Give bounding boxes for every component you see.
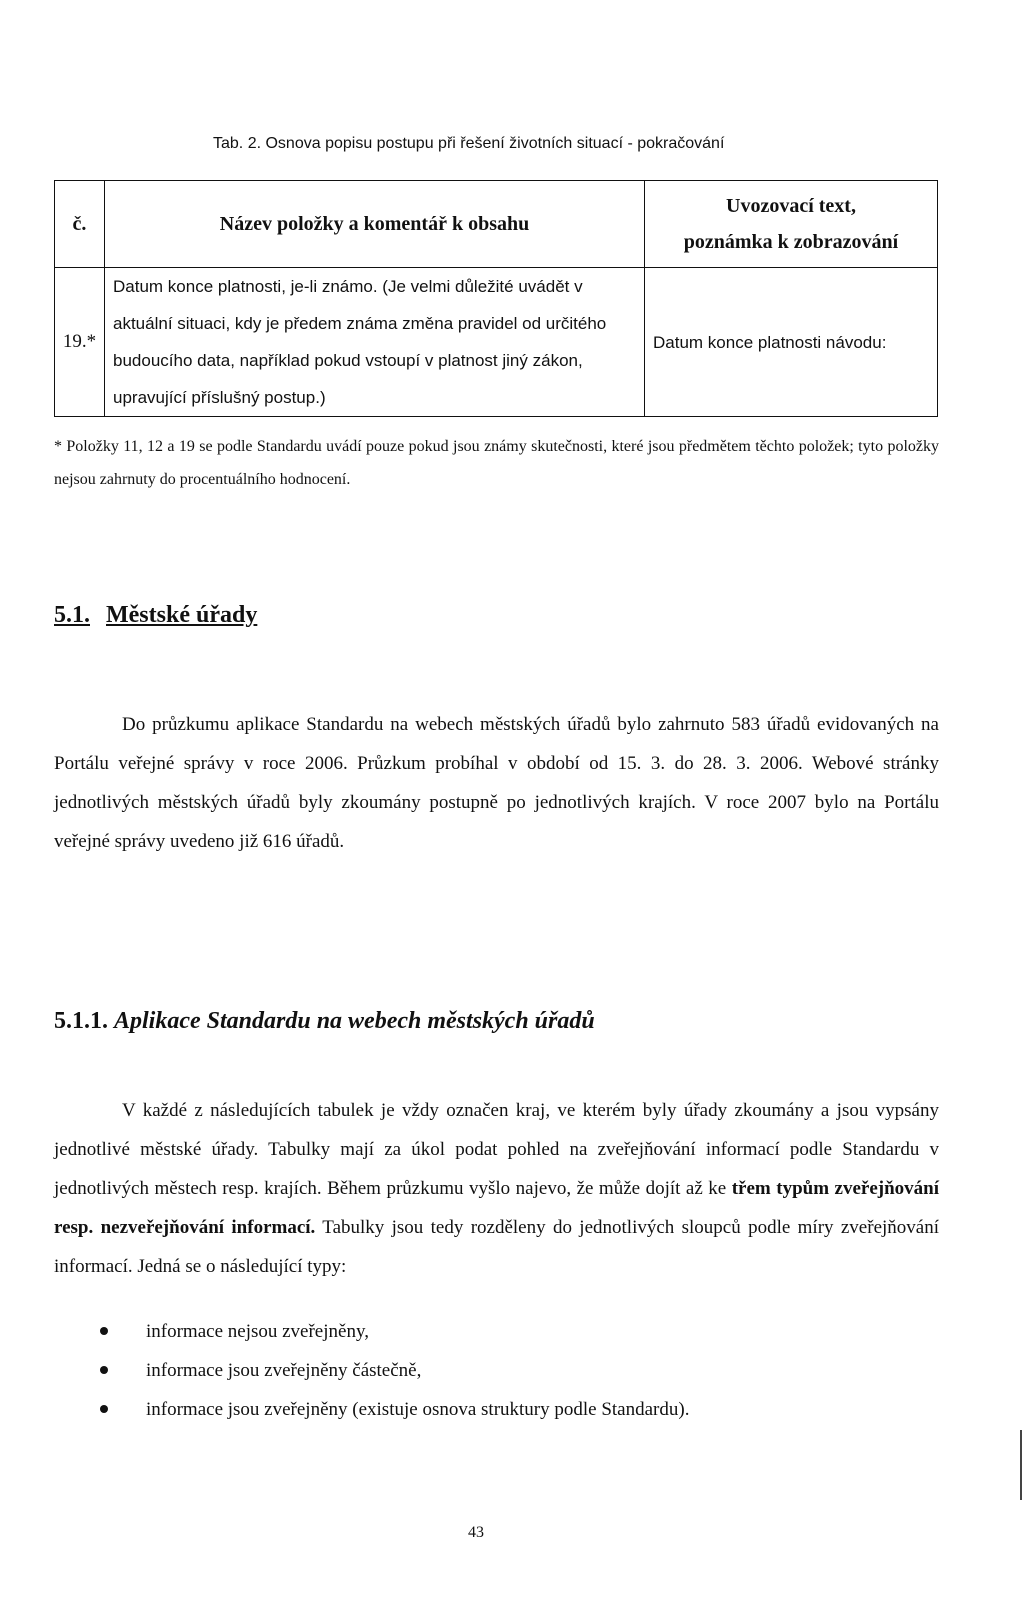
subsection-heading [54, 1008, 595, 1035]
subsection-paragraph-part2: Tabulky jsou tedy rozděleny do jednotlivých sloupců podle míry zveřejňování informací. Jedná se o následující typy: [54, 1217, 939, 1277]
subsection-paragraph-part1: V každé z následujících tabulek je vždy označen kraj, ve kterém byly úřady zkoumány a jsou vypsány jednotlivé městské úřady. Tabulky mají za úkol podat pohled na zveřejňování informací podle Standardu v jednotlivých městech resp. krajích. Během průzkumu vyšlo najevo, že může dojít až ke [54, 1100, 939, 1199]
row-intro: Datum konce platnosti návodu: [645, 268, 938, 417]
table-caption: Tab. 2. Osnova popisu postupu při řešení životních situací - pokračování [213, 135, 725, 152]
list-item [100, 1390, 940, 1429]
header-intro-line1: Uvozovací text, [726, 195, 856, 217]
publication-types-list [100, 1312, 940, 1429]
row-num: 19.* [55, 268, 105, 417]
list-item [100, 1312, 940, 1351]
procedure-outline-table [54, 180, 938, 417]
header-num: č. [55, 181, 105, 268]
header-intro [645, 181, 938, 268]
page-number: 43 [468, 1524, 484, 1541]
bullet-icon [100, 1405, 108, 1413]
bullet-icon [100, 1366, 108, 1374]
table-header-row [55, 181, 938, 268]
list-item-text: informace nejsou zveřejněny, [146, 1321, 369, 1342]
section-paragraph: Do průzkumu aplikace Standardu na webech městských úřadů bylo zahrnuto 583 úřadů evidovaných na Portálu veřejné správy v roce 2006. Průzkum probíhal v období od 15. 3. do 28. 3. 2006. Webové stránky jednotlivých městských úřadů byly zkoumány postupně po jednotlivých krajích. V roce 2007 bylo na Portálu veřejné správy uvedeno již 616 úřadů. [54, 714, 939, 852]
subsection-paragraph-bold: třem typům zveřejňování resp. nezveřejňování informací. [54, 1178, 939, 1238]
list-item [100, 1351, 940, 1390]
list-item-text: informace jsou zveřejněny částečně, [146, 1360, 422, 1381]
header-intro-line2: poznámka k zobrazování [683, 231, 899, 253]
section-heading [54, 602, 257, 629]
subsection-paragraph [54, 1091, 939, 1286]
list-item-text: informace jsou zveřejněny (existuje osnova struktury podle Standardu). [146, 1399, 690, 1420]
row-name: Datum konce platnosti, je-li známo. (Je velmi důležité uvádět v aktuální situaci, kdy je předem známa změna pravidel od určitého budoucího data, například pokud vstoupí v platnost jiný zákon, upravující příslušný postup.) [105, 268, 645, 417]
table-footnote: * Položky 11, 12 a 19 se podle Standardu uvádí pouze pokud jsou známy skutečnosti, které jsou předmětem těchto položek; tyto položky nejsou zahrnuty do procentuálního hodnocení. [54, 438, 939, 488]
bullet-icon [100, 1327, 108, 1335]
header-name: Název položky a komentář k obsahu [105, 181, 645, 268]
section-title: Městské úřady [106, 602, 258, 628]
section-number: 5.1. [54, 602, 90, 628]
table-row [55, 268, 938, 417]
scan-edge-mark [1020, 1430, 1022, 1500]
subsection-number: 5.1.1. [54, 1008, 108, 1034]
subsection-title: Aplikace Standardu na webech městských úřadů [114, 1008, 595, 1034]
